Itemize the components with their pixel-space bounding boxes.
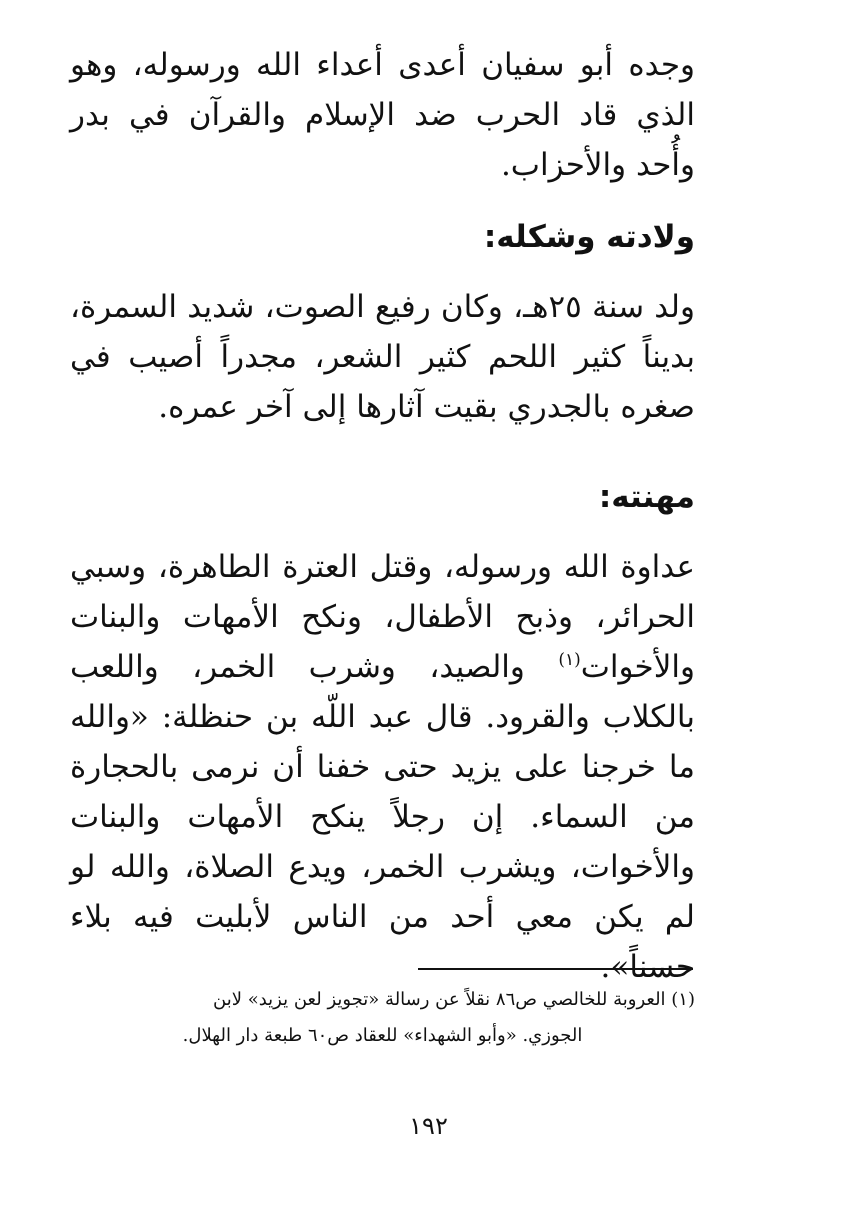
intro-paragraph: وجده أبو سفيان أعدى أعداء الله ورسوله، وهو الذي قاد الحرب ضد الإسلام والقرآن في بدر وأُحد والأحزاب. — [70, 47, 695, 183]
footnote-reference: (١) — [558, 650, 581, 670]
job-text-part-1: عداوة الله ورسوله، وقتل العترة الطاهرة، وسبي الحرائر، وذبح الأطفال، ونكح الأمهات والبنات والأخوات — [70, 549, 695, 685]
footnote-divider — [418, 968, 693, 970]
job-text-part-2: والصيد، وشرب الخمر، واللعب بالكلاب والقرود. قال عبد اللّه بن حنظلة: «والله ما خرجنا على يزيد حتى خفنا أن نرمى بالحجارة من السماء. إن رجلاً ينكح الأمهات والبنات والأخوات، ويشرب الخمر، ويدع الصلاة، والله لو لم يكن معي أحد من الناس لأبليت فيه بلاء حسناً». — [70, 649, 695, 985]
footnote-line-1: (١) العروبة للخالصي ص٨٦ نقلاً عن رسالة «تجويز لعن يزيد» لابن — [213, 989, 695, 1010]
job-section-paragraph — [70, 542, 695, 992]
birth-section-heading: ولادته وشكله: — [483, 219, 695, 255]
job-section-heading: مهنته: — [598, 479, 695, 515]
birth-section-paragraph: ولد سنة ٢٥هـ، وكان رفيع الصوت، شديد السمرة، بديناً كثير اللحم كثير الشعر، مجدراً أصيب في صغره بالجدري بقيت آثارها إلى آخر عمره. — [70, 289, 695, 425]
page-number: ١٩٢ — [409, 1112, 448, 1140]
footnotes — [70, 982, 695, 1054]
page-body — [70, 40, 695, 992]
footnote-line-2: الجوزي. «وأبو الشهداء» للعقاد ص٦٠ طبعة دار الهلال. — [182, 1025, 583, 1046]
